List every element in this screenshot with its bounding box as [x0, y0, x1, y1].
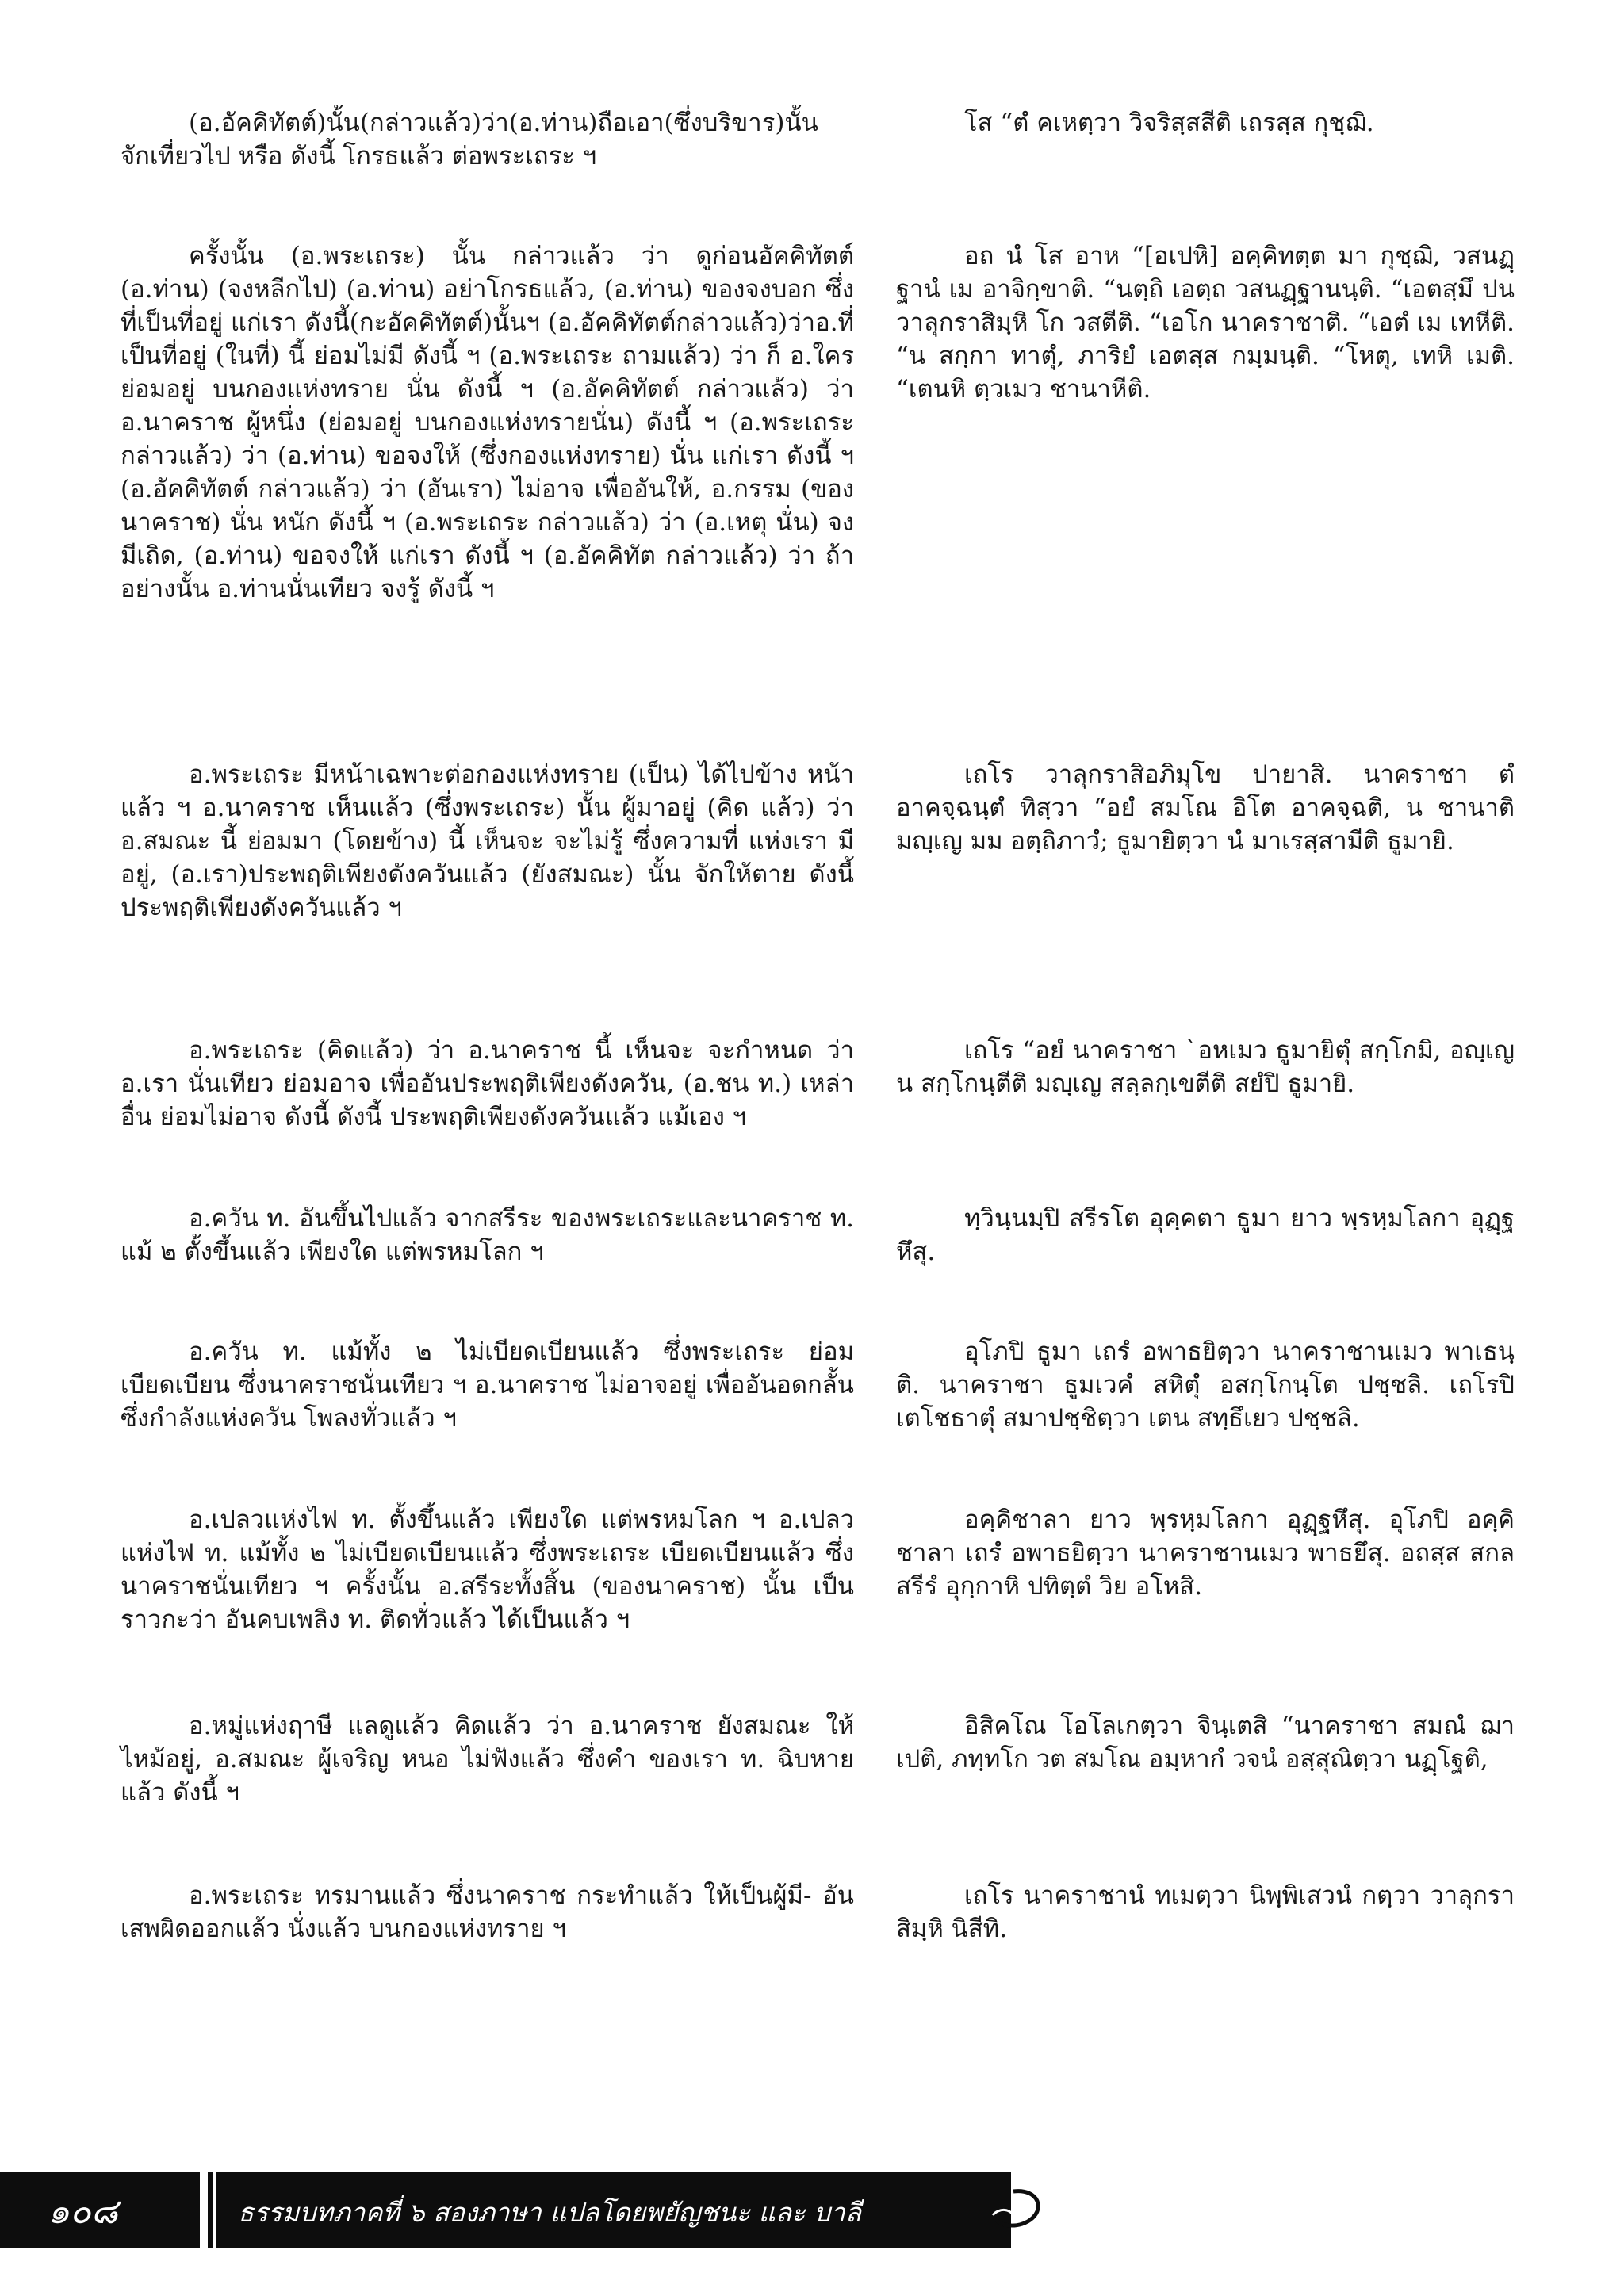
footer-divider: [200, 2172, 208, 2248]
translation-paragraph: อ.ควัน ท. อันขึ้นไปแล้ว จากสรีระ ของพระเถระและนาคราช ท. แม้ ๒ ตั้งขึ้นแล้ว เพียงใด แต่พรหมโลก ฯ: [121, 1204, 854, 1266]
translation-paragraph: อ.พระเถระ (คิดแล้ว) ว่า อ.นาคราช นี้ เห็นจะ จะกำหนด ว่า อ.เรา นั่นเทียว ย่อมอาจ เพื่ออันประพฤติเพียงดังควัน, (อ.ชน ท.) เหล่าอื่น ย่อมไม่อาจ ดังนี้ ดังนี้ ประพฤติเพียงดังควันแล้ว แม้เอง ฯ: [121, 1036, 854, 1131]
translation-paragraph: (อ.อัคคิทัตต์)นั้น(กล่าวแล้ว)ว่า(อ.ท่าน)ถือเอา(ซึ่งบริขาร)นั้น จักเที่ยวไป หรือ ดังนี้ โกรธแล้ว ต่อพระเถระ ฯ: [121, 109, 818, 170]
pali-paragraph: อิสิคโณ โอโลเกตฺวา จินฺเตสิ “นาคราชา สมณํ ฌาเปติ, ภทฺทโก วต สมโณ อมฺหากํ วจนํ อสฺสุณิตฺวา นฏฺโฐติ,: [896, 1712, 1515, 1774]
translation-paragraph: อ.พระเถระ มีหน้าเฉพาะต่อกองแห่งทราย (เป็น) ได้ไปข้าง หน้าแล้ว ฯ อ.นาคราช เห็นแล้ว (ซึ่งพระเถระ) นั้น ผู้มาอยู่ (คิด แล้ว) ว่า อ.สมณะ นี้ ย่อมมา (โดยข้าง) นี้ เห็นจะ จะไม่รู้ ซึ่งความที่ แห่งเรา มีอยู่, (อ.เรา)ประพฤติเพียงดังควันแล้ว (ยังสมณะ) นั้น จักให้ตาย ดังนี้ ประพฤติเพียงดังควันแล้ว ฯ: [121, 760, 854, 922]
pali-paragraph: เถโร นาคราชานํ ทเมตฺวา นิพฺพิเสวนํ กตฺวา วาลุกราสิมฺหิ นิสีทิ.: [896, 1881, 1515, 1943]
pali-paragraph: โส “ตํ คเหตฺวา วิจริสฺสสีติ เถรสฺส กุชฺฌิ.: [964, 109, 1374, 137]
translation-paragraph: อ.หมู่แห่งฤาษี แลดูแล้ว คิดแล้ว ว่า อ.นาคราช ยังสมณะ ให้ไหม้อยู่, อ.สมณะ ผู้เจริญ หนอ ไม่ฟังแล้ว ซึ่งคำ ของเรา ท. ฉิบหายแล้ว ดังนี้ ฯ: [121, 1712, 854, 1807]
pali-paragraph: อถ นํ โส อาห “[อเปหิ] อคฺคิทตฺต มา กุชฺฌิ, วสนฏฺฐานํ เม อาจิกฺขาติ. “นตฺถิ เอตฺถ วสนฏฺฐานนฺติ. “เอตสฺมึ ปน วาลุกราสิมฺหิ โก วสตีติ. “เอโก นาคราชาติ. “เอตํ เม เทหีติ. “น สกฺกา ทาตุํ, ภาริยํ เอตสฺส กมฺมนฺติ. “โหตุ, เทหิ เมติ. “เตนหิ ตฺวเมว ชานาหีติ.: [896, 242, 1515, 404]
pali-paragraph: อุโภปิ ธูมา เถรํ อพาธยิตฺวา นาคราชานเมว พาเธนฺติ. นาคราชา ธูมเวคํ สหิตุํ อสกฺโกนฺโต ปชฺชลิ. เถโรปิ เตโชธาตุํ สมาปชฺชิตฺวา เตน สทฺธึเยว ปชฺชลิ.: [896, 1337, 1515, 1433]
pali-paragraph: เถโร วาลุกราสิอภิมุโข ปายาสิ. นาคราชา ตํ อาคจฺฉนฺตํ ทิสฺวา “อยํ สมโณ อิโต อาคจฺฉติ, น ชานาติ มญฺเญ มม อตฺถิภาวํ; ธูมายิตฺวา นํ มาเรสฺสามีติ ธูมายิ.: [896, 760, 1515, 855]
translation-paragraph: อ.ควัน ท. แม้ทั้ง ๒ ไม่เบียดเบียนแล้ว ซึ่งพระเถระ ย่อมเบียดเบียน ซึ่งนาคราชนั่นเทียว ฯ อ.นาคราช ไม่อาจอยู่ เพื่ออันอดกลั้น ซึ่งกำลังแห่งควัน โพลงทั่วแล้ว ฯ: [121, 1337, 854, 1433]
translation-paragraph: อ.พระเถระ ทรมานแล้ว ซึ่งนาคราช กระทำแล้ว ให้เป็นผู้มี- อันเสพผิดออกแล้ว นั่งแล้ว บนกองแห่งทราย ฯ: [121, 1881, 854, 1943]
pali-paragraph: อคฺคิชาลา ยาว พฺรหฺมโลกา อุฏฺฐหึสุ. อุโภปิ อคฺคิชาลา เถรํ อพาธยิตฺวา นาคราชานเมว พาธยึสุ. อถสฺส สกลสรีรํ อุกฺกาหิ ปทิตฺตํ วิย อโหสิ.: [896, 1506, 1515, 1601]
book-title: ธรรมบทภาคที่ ๖ สองภาษา แปลโดยพยัญชนะ และ บาลี: [238, 2197, 861, 2228]
page-number: ๑๐๘: [48, 2191, 118, 2232]
footer-divider: [213, 2172, 216, 2248]
page-footer: [0, 2172, 1624, 2248]
translation-paragraph: ครั้งนั้น (อ.พระเถระ) นั้น กล่าวแล้ว ว่า ดูก่อนอัคคิทัตต์ (อ.ท่าน) (จงหลีกไป) (อ.ท่าน) อย่าโกรธแล้ว, (อ.ท่าน) ของจงบอก ซึ่งที่เป็นที่อยู่ แก่เรา ดังนี้(กะอัคคิทัตต์)นั้นฯ (อ.อัคคิทัตต์กล่าวแล้ว)ว่าอ.ที่เป็นที่อยู่ (ในที่) นี้ ย่อมไม่มี ดังนี้ ฯ (อ.พระเถระ ถามแล้ว) ว่า ก็ อ.ใคร ย่อมอยู่ บนกองแห่งทราย นั่น ดังนี้ ฯ (อ.อัคคิทัตต์ กล่าวแล้ว) ว่า อ.นาคราช ผู้หนึ่ง (ย่อมอยู่ บนกองแห่งทรายนั่น) ดังนี้ ฯ (อ.พระเถระ กล่าวแล้ว) ว่า (อ.ท่าน) ขอจงให้ (ซึ่งกองแห่งทราย) นั่น แก่เรา ดังนี้ ฯ (อ.อัคคิทัตต์ กล่าวแล้ว) ว่า (อันเรา) ไม่อาจ เพื่ออันให้, อ.กรรม (ของนาคราช) นั่น หนัก ดังนี้ ฯ (อ.พระเถระ กล่าวแล้ว) ว่า (อ.เหตุ นั่น) จงมีเถิด, (อ.ท่าน) ขอจงให้ แก่เรา ดังนี้ ฯ (อ.อัคคิทัต กล่าวแล้ว) ว่า ถ้าอย่างนั้น อ.ท่านนั่นเทียว จงรู้ ดังนี้ ฯ: [121, 242, 854, 603]
translation-paragraph: อ.เปลวแห่งไฟ ท. ตั้งขึ้นแล้ว เพียงใด แต่พรหมโลก ฯ อ.เปลว แห่งไฟ ท. แม้ทั้ง ๒ ไม่เบียดเบียนแล้ว ซึ่งพระเถระ เบียดเบียนแล้ว ซึ่งนาคราชนั่นเทียว ฯ ครั้งนั้น อ.สรีระทั้งสิ้น (ของนาคราช) นั้น เป็นราวกะว่า อันคบเพลิง ท. ติดทั่วแล้ว ได้เป็นแล้ว ฯ: [121, 1506, 854, 1634]
ornament-icon: [920, 2172, 1047, 2248]
pali-paragraph: ทฺวินฺนมฺปิ สรีรโต อุคฺคตา ธูมา ยาว พฺรหฺมโลกา อุฏฺฐหึสุ.: [896, 1204, 1515, 1266]
pali-paragraph: เถโร “อยํ นาคราชา `อหเมว ธูมายิตุํ สกฺโกมิ, อญฺเญ น สกฺโกนฺตีติ มญฺเญ สลฺลกฺเขตีติ สยํปิ ธูมายิ.: [896, 1036, 1515, 1098]
